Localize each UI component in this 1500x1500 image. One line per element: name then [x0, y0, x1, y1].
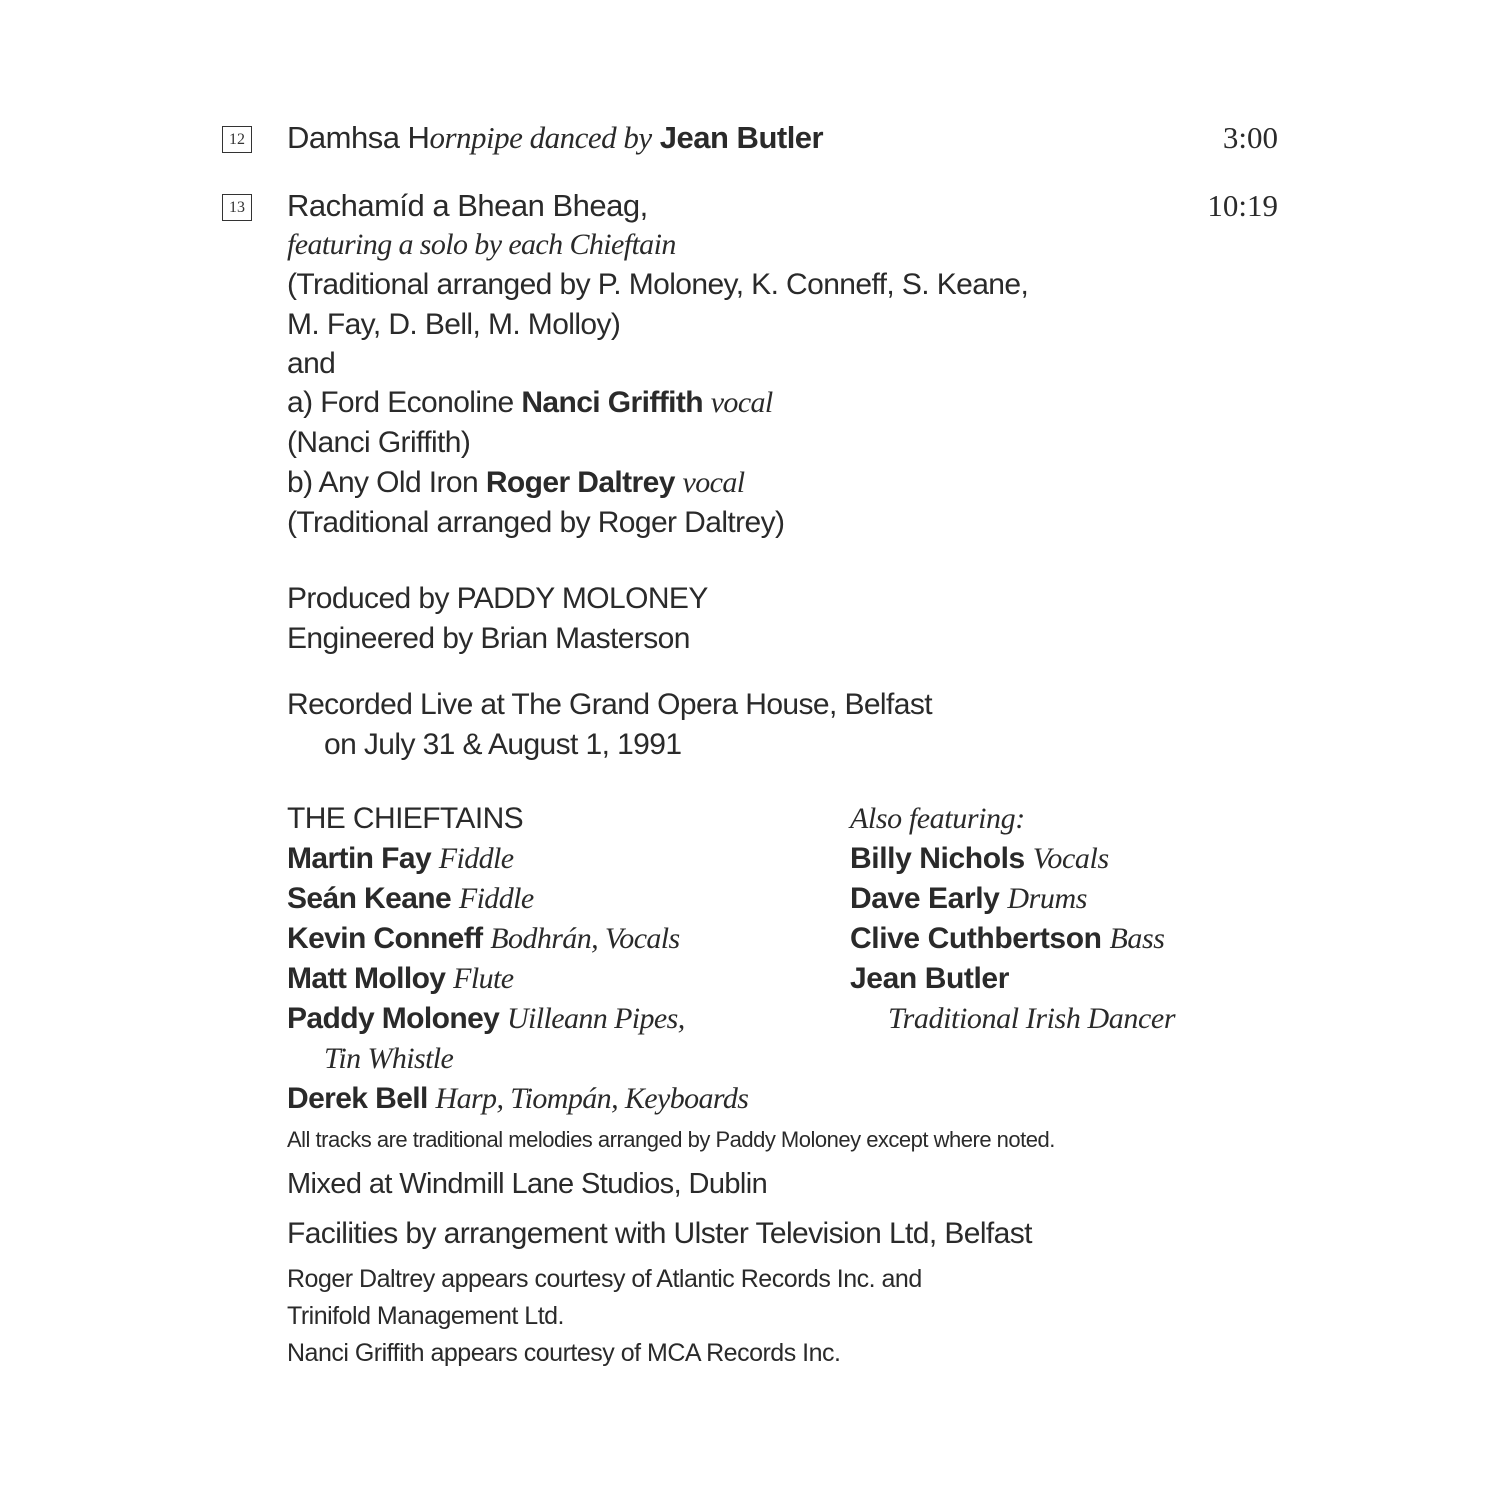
guest-name: Jean Butler — [850, 962, 1009, 995]
guest-name: Billy Nichols — [850, 842, 1025, 875]
member-name: Martin Fay — [287, 842, 432, 875]
guest-role: Drums — [1007, 882, 1088, 915]
guest-role: Vocals — [1032, 842, 1109, 875]
also-featuring-heading: Also featuring: — [850, 802, 1025, 835]
recording-date: on July 31 & August 1, 1991 — [324, 728, 682, 761]
member-name: Paddy Moloney — [287, 1002, 500, 1035]
guest-row — [850, 842, 1109, 876]
engineer-credit: Engineered by Brian Masterson — [287, 622, 690, 655]
track-time: 10:19 — [1207, 188, 1278, 223]
member-role-continued: Tin Whistle — [324, 1042, 454, 1075]
track-and: and — [287, 347, 336, 380]
member-role: Uilleann Pipes, — [506, 1002, 685, 1035]
track-title-italic: ornpipe danced by — [429, 120, 652, 155]
member-row — [287, 882, 534, 916]
track-arrangement: M. Fay, D. Bell, M. Molloy) — [287, 308, 621, 341]
member-name: Matt Molloy — [287, 962, 446, 995]
member-role: Fiddle — [438, 842, 514, 875]
track-subtitle: featuring a solo by each Chieftain — [287, 228, 676, 261]
chieftains-heading: THE CHIEFTAINS — [287, 802, 524, 835]
mixed-credit: Mixed at Windmill Lane Studios, Dublin — [287, 1168, 768, 1200]
track-performer: Jean Butler — [659, 120, 824, 155]
medley-performer: Nanci Griffith — [521, 386, 703, 419]
medley-role: vocal — [682, 466, 745, 499]
member-role: Bodhrán, Vocals — [490, 922, 680, 955]
medley-title: a) Ford Econoline — [287, 386, 514, 419]
member-role: Fiddle — [458, 882, 534, 915]
guest-name: Clive Cuthbertson — [850, 922, 1102, 955]
facilities-credit: Facilities by arrangement with Ulster Television Ltd, Belfast — [287, 1217, 1032, 1250]
guest-row — [850, 922, 1165, 956]
track-time: 3:00 — [1222, 120, 1278, 155]
producer-credit: Produced by PADDY MOLONEY — [287, 582, 708, 615]
track-title — [287, 120, 823, 156]
courtesy-note: Trinifold Management Ltd. — [287, 1302, 565, 1330]
medley-credit: (Nanci Griffith) — [287, 426, 471, 459]
member-row — [287, 922, 680, 956]
medley-part-b — [287, 466, 745, 500]
guest-row — [850, 962, 1009, 996]
medley-part-a — [287, 386, 773, 420]
recording-location: Recorded Live at The Grand Opera House, Belfast — [287, 688, 932, 721]
track-arrangement: (Traditional arranged by P. Moloney, K. Conneff, S. Keane, — [287, 268, 1029, 301]
medley-credit: (Traditional arranged by Roger Daltrey) — [287, 506, 785, 539]
medley-role: vocal — [710, 386, 773, 419]
member-row — [287, 1002, 685, 1036]
member-role: Harp, Tiompán, Keyboards — [435, 1082, 749, 1115]
member-row — [287, 962, 513, 996]
track-number-box: 13 — [222, 194, 252, 221]
courtesy-note: Roger Daltrey appears courtesy of Atlantic Records Inc. and — [287, 1265, 922, 1293]
member-name: Seán Keane — [287, 882, 452, 915]
courtesy-note: Nanci Griffith appears courtesy of MCA Records Inc. — [287, 1339, 841, 1367]
member-name: Derek Bell — [287, 1082, 428, 1115]
track-title: Rachamíd a Bhean Bheag, — [287, 188, 648, 223]
guest-role: Bass — [1109, 922, 1165, 955]
guest-role-continued: Traditional Irish Dancer — [888, 1002, 1176, 1035]
medley-title: b) Any Old Iron — [287, 466, 479, 499]
guest-name: Dave Early — [850, 882, 1000, 915]
member-role: Flute — [453, 962, 514, 995]
member-name: Kevin Conneff — [287, 922, 483, 955]
member-row — [287, 1082, 748, 1116]
medley-performer: Roger Daltrey — [485, 466, 675, 499]
guest-row — [850, 882, 1087, 916]
member-row — [287, 842, 514, 876]
traditional-note: All tracks are traditional melodies arranged by Paddy Moloney except where noted. — [287, 1127, 1055, 1152]
track-title-prefix: Damhsa H — [287, 120, 430, 155]
track-number-box: 12 — [222, 126, 252, 153]
